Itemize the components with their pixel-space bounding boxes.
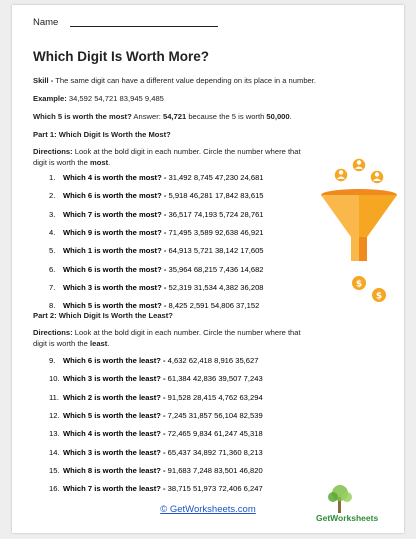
part1-item: [49, 301, 259, 310]
part1-directions-1: Directions: Look at the bold digit in each number. Circle the number where that: [33, 147, 301, 156]
part2-directions-1: Directions: Look at the bold digit in each number. Circle the number where that: [33, 328, 301, 337]
item-question: Which 2 is worth the least? -: [63, 392, 166, 402]
worksheet-page: [12, 5, 404, 533]
item-numbers[interactable]: 72,465 9,834 61,247 45,318: [167, 429, 263, 439]
item-number: 5.: [49, 246, 56, 256]
example-line: Example: 34,592 54,721 83,945 9,485: [33, 94, 164, 103]
part1-item: [49, 246, 264, 255]
name-line: [70, 26, 218, 27]
logo-text: GetWorksheets: [316, 513, 379, 523]
item-numbers[interactable]: 61,384 42,836 39,507 7,243: [167, 374, 263, 384]
item-number: 8.: [49, 301, 56, 311]
item-number: 6.: [49, 264, 56, 274]
item-question: Which 4 is worth the most? -: [63, 173, 167, 182]
funnel-coins-illustration: [319, 155, 399, 305]
item-numbers[interactable]: 4,632 62,418 8,916 35,627: [167, 356, 259, 365]
item-numbers[interactable]: 71,495 3,589 92,638 46,921: [168, 227, 264, 237]
part1-heading: Part 1: Which Digit Is Worth the Most?: [33, 130, 171, 139]
item-numbers[interactable]: 38,715 51,973 72,406 6,247: [167, 484, 263, 494]
part2-item: [49, 356, 258, 365]
item-question: Which 6 is worth the least? -: [63, 356, 166, 365]
item-question: Which 6 is worth the most? -: [63, 264, 167, 274]
svg-text:$: $: [355, 279, 363, 290]
item-question: Which 7 is worth the most? -: [63, 209, 167, 219]
part2-item: [49, 374, 263, 383]
part1-item: [49, 265, 264, 274]
funnel-icon: [321, 189, 397, 261]
item-numbers[interactable]: 31,492 8,745 47,230 24,681: [168, 173, 264, 182]
part2-heading: Part 2: Which Digit Is Worth the Least?: [33, 311, 173, 320]
item-number: 12.: [49, 410, 60, 420]
item-number: 11.: [49, 392, 59, 402]
item-numbers[interactable]: 35,964 68,215 7,436 14,682: [168, 264, 264, 274]
item-question: Which 7 is worth the least? -: [63, 484, 166, 494]
part2-item: [49, 466, 263, 475]
part1-item: [49, 283, 264, 292]
example-question: Which 5 is worth the most? Answer: 54,721 because the 5 is worth 50,000.: [33, 112, 292, 121]
item-question: Which 9 is worth the most? -: [63, 227, 167, 237]
item-question: Which 3 is worth the least? -: [63, 374, 166, 384]
page-title: Which Digit Is Worth More?: [33, 49, 209, 64]
item-number: 14.: [49, 447, 60, 457]
item-number: 10.: [49, 374, 60, 384]
item-question: Which 3 is worth the most? -: [63, 282, 167, 292]
item-numbers[interactable]: 64,913 5,721 38,142 17,605: [168, 246, 264, 256]
name-label: Name: [33, 17, 59, 28]
user-icons: [334, 158, 384, 184]
part1-directions-2: digit is worth the most.: [33, 158, 111, 167]
dollar-coin-icons: [352, 276, 386, 302]
item-question: Which 6 is worth the most? -: [63, 191, 167, 201]
footer-link[interactable]: © GetWorksheets.com: [160, 504, 256, 515]
part2-item: [49, 484, 263, 493]
item-question: Which 4 is worth the least? -: [63, 429, 166, 439]
item-number: 13.: [49, 429, 60, 439]
item-numbers[interactable]: 65,437 34,892 71,360 8,213: [167, 447, 263, 457]
part1-item: [49, 210, 264, 219]
part2-item: [49, 393, 263, 402]
item-number: 3.: [49, 209, 56, 219]
item-number: 2.: [49, 191, 56, 201]
item-number: 15.: [49, 465, 60, 475]
item-number: 9.: [49, 356, 56, 365]
item-number: 7.: [49, 282, 56, 292]
tree-icon: [328, 485, 352, 513]
item-numbers[interactable]: 36,517 74,193 5,724 28,761: [168, 209, 264, 219]
item-numbers[interactable]: 5,918 46,281 17,842 83,615: [168, 191, 264, 201]
part1-item: [49, 173, 264, 182]
part1-item: [49, 191, 264, 200]
item-numbers[interactable]: 52,319 31,534 4,382 36,208: [168, 282, 264, 292]
item-numbers[interactable]: 7,245 31,857 56,104 82,539: [167, 410, 263, 420]
item-numbers[interactable]: 8,425 2,591 54,806 37,152: [168, 301, 260, 311]
item-question: Which 8 is worth the least? -: [63, 465, 166, 475]
item-question: Which 1 is worth the most? -: [63, 246, 167, 256]
part2-item: [49, 448, 263, 457]
item-question: Which 5 is worth the least? -: [63, 410, 166, 420]
part1-item: [49, 228, 264, 237]
skill-line: Skill - The same digit can have a different value depending on its place in a number.: [33, 76, 316, 85]
item-number: 4.: [49, 227, 56, 237]
part2-item: [49, 411, 263, 420]
item-question: Which 3 is worth the least? -: [63, 447, 166, 457]
part2-directions-2: digit is worth the least.: [33, 339, 110, 348]
svg-text:$: $: [375, 291, 383, 302]
item-number: 16.: [49, 484, 60, 494]
item-question: Which 5 is worth the most? -: [63, 301, 167, 311]
item-numbers[interactable]: 91,683 7,248 83,501 46,820: [167, 465, 263, 475]
part2-item: [49, 429, 263, 438]
item-number: 1.: [49, 173, 56, 182]
getworksheets-logo: [314, 483, 384, 527]
item-numbers[interactable]: 91,528 28,415 4,762 63,294: [167, 392, 263, 402]
